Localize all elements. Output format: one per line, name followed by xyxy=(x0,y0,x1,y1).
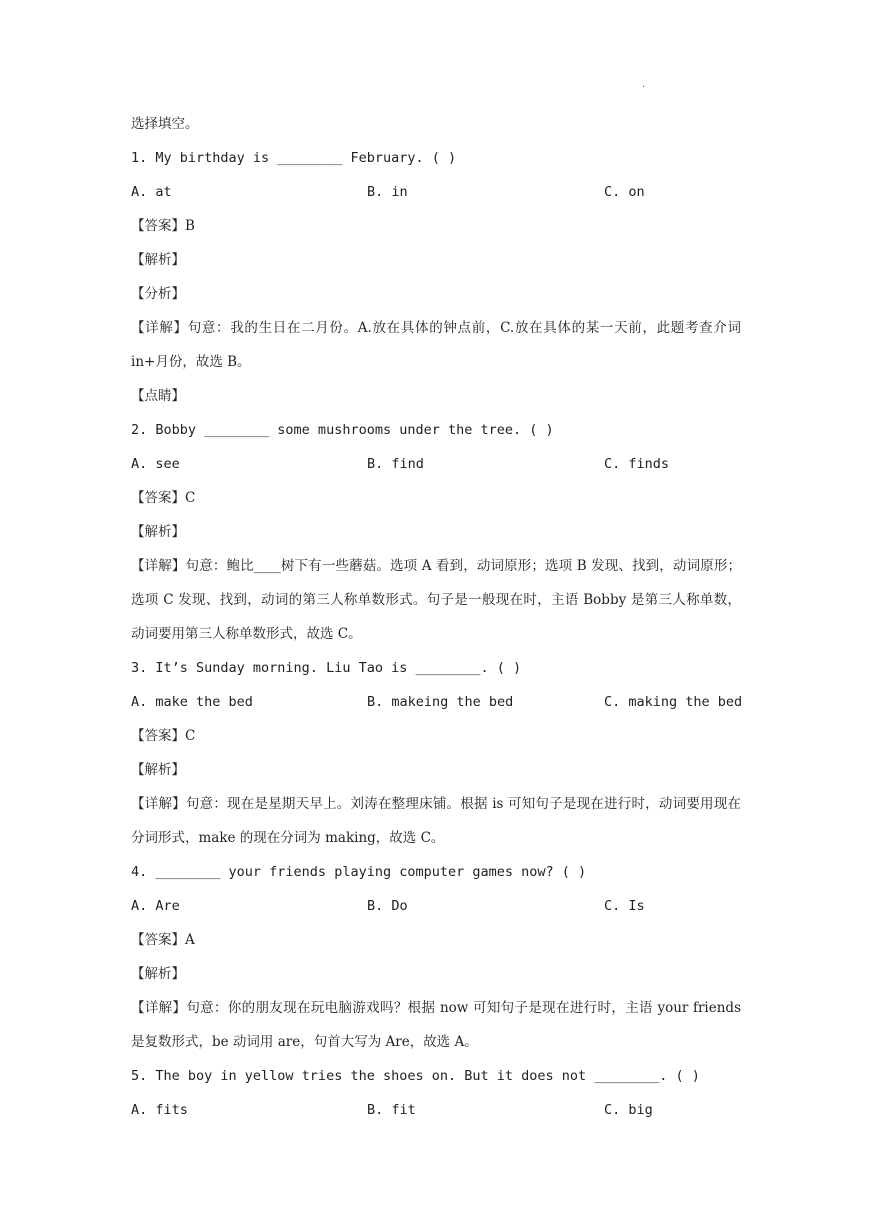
section-title: 选择填空。 xyxy=(131,116,199,132)
question-stem: 3. It’s Sunday morning. Liu Tao is ________. ( ) xyxy=(131,660,522,676)
answer-label: 【答案】C xyxy=(131,728,196,744)
option-c: C. making the bed xyxy=(604,694,743,710)
analysis-label: 【解析】 xyxy=(131,252,185,268)
question-stem: 5. The boy in yellow tries the shoes on. But it does not ________. ( ) xyxy=(131,1068,700,1084)
option-c: C. big xyxy=(604,1102,653,1118)
option-c: C. finds xyxy=(604,456,670,472)
header-mark: · xyxy=(642,82,646,93)
question-stem: 4. ________ your friends playing computer games now? ( ) xyxy=(131,864,587,880)
answer-label: 【答案】C xyxy=(131,490,196,506)
analysis-label: 【解析】 xyxy=(131,762,185,778)
question-stem: 2. Bobby ________ some mushrooms under the tree. ( ) xyxy=(131,422,554,438)
fenxi-label: 【分析】 xyxy=(131,286,185,302)
option-b: B. find xyxy=(367,456,424,472)
answer-label: 【答案】A xyxy=(131,932,195,948)
dianjing-label: 【点睛】 xyxy=(131,388,185,404)
detail-text: 【详解】句意：我的生日在二月份。A.放在具体的钟点前，C.放在具体的某一天前，此题考查介词 in+月份，故选 B。 xyxy=(131,320,741,370)
option-b: B. in xyxy=(367,184,408,200)
document-content xyxy=(131,107,741,1127)
option-a: A. see xyxy=(131,456,180,472)
option-c: C. on xyxy=(604,184,645,200)
analysis-label: 【解析】 xyxy=(131,966,185,982)
question-options xyxy=(131,447,741,481)
option-b: B. makeing the bed xyxy=(367,694,514,710)
question-stem: 1. My birthday is ________ February. ( ) xyxy=(131,150,457,166)
question-options xyxy=(131,1093,741,1127)
option-c: C. Is xyxy=(604,898,645,914)
analysis-label: 【解析】 xyxy=(131,524,185,540)
question-options xyxy=(131,685,741,719)
answer-label: 【答案】B xyxy=(131,218,195,234)
question-options xyxy=(131,889,741,923)
option-b: B. fit xyxy=(367,1102,416,1118)
detail-text: 【详解】句意：鲍比____树下有一些蘑菇。选项 A 看到，动词原形；选项 B 发现、找到，动词原形；选项 C 发现、找到，动词的第三人称单数形式。句子是一般现在时，主语 Bobby 是第三人称单数，动词要用第三人称单数形式，故选 C。 xyxy=(131,558,741,642)
option-a: A. make the bed xyxy=(131,694,253,710)
detail-text: 【详解】句意：现在是星期天早上。刘涛在整理床铺。根据 is 可知句子是现在进行时，动词要用现在分词形式，make 的现在分词为 making，故选 C。 xyxy=(131,796,741,846)
option-b: B. Do xyxy=(367,898,408,914)
question-options xyxy=(131,175,741,209)
detail-text: 【详解】句意：你的朋友现在玩电脑游戏吗？根据 now 可知句子是现在进行时，主语 your friends 是复数形式，be 动词用 are，句首大写为 Are，故选 A。 xyxy=(131,1000,741,1050)
option-a: A. at xyxy=(131,184,172,200)
option-a: A. fits xyxy=(131,1102,188,1118)
option-a: A. Are xyxy=(131,898,180,914)
